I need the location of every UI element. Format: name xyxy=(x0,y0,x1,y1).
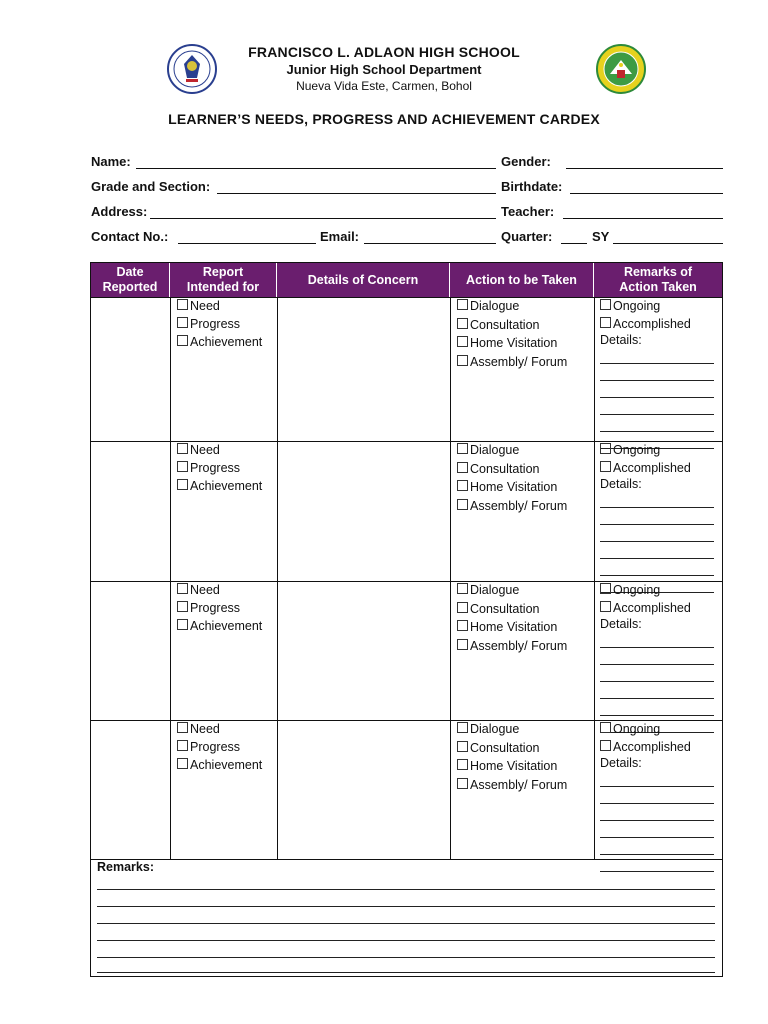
header-action-to-be-taken: Action to be Taken xyxy=(450,263,594,297)
report-progress-checkbox[interactable] xyxy=(177,459,240,477)
report-option-label: Progress xyxy=(190,740,241,754)
birthdate-field[interactable] xyxy=(570,193,723,194)
checkbox-icon xyxy=(177,443,188,454)
cardex-table xyxy=(90,262,723,977)
report-option-label: Achievement xyxy=(190,758,263,772)
remarks-accomplished-checkbox[interactable] xyxy=(600,459,691,477)
details-label: Details: xyxy=(600,617,642,631)
checkbox-icon xyxy=(457,336,468,347)
report-option-label: Progress xyxy=(190,317,241,331)
sy-label: SY xyxy=(592,229,610,244)
remarks-ongoing-checkbox[interactable] xyxy=(600,581,660,599)
checkbox-icon xyxy=(457,620,468,631)
details-line[interactable] xyxy=(600,507,714,508)
details-line[interactable] xyxy=(600,820,714,821)
grade-section-label: Grade and Section: xyxy=(91,179,211,194)
checkbox-icon xyxy=(177,758,188,769)
remarks-label: Remarks: xyxy=(97,860,154,874)
action-option-label: Dialogue xyxy=(470,583,520,597)
remarks-line[interactable] xyxy=(97,906,715,907)
remarks-option-label: Accomplished xyxy=(613,461,691,475)
details-label: Details: xyxy=(600,477,642,491)
teacher-field[interactable] xyxy=(563,218,723,219)
action-consultationcheckbox[interactable] xyxy=(457,460,540,478)
email-label: Email: xyxy=(320,229,360,244)
details-line[interactable] xyxy=(600,854,714,855)
checkbox-icon xyxy=(177,619,188,630)
row-divider xyxy=(91,859,722,860)
report-option-label: Achievement xyxy=(190,479,263,493)
report-achievement-checkbox[interactable] xyxy=(177,333,262,351)
details-line[interactable] xyxy=(600,786,714,787)
teacher-label: Teacher: xyxy=(501,204,555,219)
details-line[interactable] xyxy=(600,414,714,415)
action-assembly-forumcheckbox[interactable] xyxy=(457,497,567,515)
details-line[interactable] xyxy=(600,715,714,716)
remarks-option-label: Ongoing xyxy=(613,299,661,313)
action-consultationcheckbox[interactable] xyxy=(457,316,540,334)
checkbox-icon xyxy=(457,318,468,329)
checkbox-icon xyxy=(177,722,188,733)
checkbox-icon xyxy=(600,722,611,733)
contact-field[interactable] xyxy=(178,243,316,244)
remarks-option-label: Accomplished xyxy=(613,740,691,754)
details-line[interactable] xyxy=(600,837,714,838)
checkbox-icon xyxy=(457,602,468,613)
details-line[interactable] xyxy=(600,803,714,804)
contact-label: Contact No.: xyxy=(91,229,169,244)
details-line[interactable] xyxy=(600,664,714,665)
details-line[interactable] xyxy=(600,431,714,432)
quarter-field[interactable] xyxy=(561,243,587,244)
gender-field[interactable] xyxy=(566,168,723,169)
date-reported-cell[interactable] xyxy=(91,297,170,441)
details-label: Details: xyxy=(600,756,642,770)
report-need-checkbox[interactable] xyxy=(177,581,220,599)
action-option-label: Assembly/ Forum xyxy=(470,354,568,369)
column-divider xyxy=(450,297,451,859)
checkbox-icon xyxy=(177,583,188,594)
birthdate-label: Birthdate: xyxy=(501,179,563,194)
checkbox-icon xyxy=(457,443,468,454)
remarks-line[interactable] xyxy=(97,957,715,958)
remarks-line[interactable] xyxy=(97,923,715,924)
details-of-concern-cell[interactable] xyxy=(277,581,450,720)
remarks-line[interactable] xyxy=(97,972,715,973)
details-line[interactable] xyxy=(600,871,714,872)
action-option-label: Home Visitation xyxy=(470,336,558,350)
remarks-accomplished-checkbox[interactable] xyxy=(600,315,691,333)
report-achievement-checkbox[interactable] xyxy=(177,756,262,774)
details-line[interactable] xyxy=(600,558,714,559)
details-line[interactable] xyxy=(600,698,714,699)
action-home-visitationcheckbox[interactable] xyxy=(457,618,557,636)
action-option-label: Consultation xyxy=(470,740,540,755)
report-option-label: Progress xyxy=(190,461,241,475)
checkbox-icon xyxy=(600,583,611,594)
sy-field[interactable] xyxy=(613,243,723,244)
column-divider xyxy=(594,297,595,859)
remarks-option-label: Ongoing xyxy=(613,722,661,736)
action-consultationcheckbox[interactable] xyxy=(457,739,540,757)
action-option-label: Home Visitation xyxy=(470,620,558,634)
action-home-visitationcheckbox[interactable] xyxy=(457,757,557,775)
checkbox-icon xyxy=(457,741,468,752)
name-label: Name: xyxy=(91,154,131,169)
details-line[interactable] xyxy=(600,575,714,576)
quarter-label: Quarter: xyxy=(501,229,553,244)
checkbox-icon xyxy=(177,317,188,328)
details-of-concern-cell[interactable] xyxy=(277,441,450,581)
action-home-visitationcheckbox[interactable] xyxy=(457,334,557,352)
report-progress-checkbox[interactable] xyxy=(177,315,240,333)
column-divider xyxy=(170,297,171,859)
header-details-of-concern: Details of Concern xyxy=(277,263,450,297)
checkbox-icon xyxy=(457,355,468,366)
report-achievement-checkbox[interactable] xyxy=(177,617,262,635)
header-report-intended-for: Report Intended for xyxy=(170,263,277,297)
checkbox-icon xyxy=(457,722,468,733)
action-option-label: Consultation xyxy=(470,601,540,616)
report-progress-checkbox[interactable] xyxy=(177,599,240,617)
header-remarks-of-action-taken: Remarks of Action Taken xyxy=(594,263,722,297)
checkbox-icon xyxy=(600,443,611,454)
checkbox-icon xyxy=(600,317,611,328)
details-line[interactable] xyxy=(600,541,714,542)
details-line[interactable] xyxy=(600,647,714,648)
date-reported-cell[interactable] xyxy=(91,581,170,720)
action-option-label: Consultation xyxy=(470,317,540,332)
action-option-label: Home Visitation xyxy=(470,480,558,494)
report-need-checkbox[interactable] xyxy=(177,441,220,459)
action-dialoguecheckbox[interactable] xyxy=(457,581,519,599)
checkbox-icon xyxy=(600,601,611,612)
report-option-label: Need xyxy=(190,443,220,457)
details-line[interactable] xyxy=(600,397,714,398)
checkbox-icon xyxy=(177,479,188,490)
report-option-label: Achievement xyxy=(190,335,263,349)
department-name: Junior High School Department xyxy=(286,62,482,77)
date-reported-cell[interactable] xyxy=(91,720,170,859)
details-of-concern-cell[interactable] xyxy=(277,297,450,441)
details-line[interactable] xyxy=(600,363,714,364)
checkbox-icon xyxy=(457,499,468,510)
action-assembly-forumcheckbox[interactable] xyxy=(457,353,567,371)
report-need-checkbox[interactable] xyxy=(177,720,220,738)
checkbox-icon xyxy=(457,759,468,770)
action-option-label: Dialogue xyxy=(470,722,520,736)
report-option-label: Need xyxy=(190,583,220,597)
remarks-accomplished-checkbox[interactable] xyxy=(600,738,691,756)
report-option-label: Achievement xyxy=(190,619,263,633)
address-label: Address: xyxy=(91,204,148,219)
details-of-concern-cell[interactable] xyxy=(277,720,450,859)
report-progress-checkbox[interactable] xyxy=(177,738,240,756)
details-line[interactable] xyxy=(600,380,714,381)
action-dialoguecheckbox[interactable] xyxy=(457,297,519,315)
report-achievement-checkbox[interactable] xyxy=(177,477,262,495)
remarks-option-label: Ongoing xyxy=(613,443,661,457)
checkbox-icon xyxy=(457,299,468,310)
remarks-line[interactable] xyxy=(97,889,715,890)
remarks-option-label: Ongoing xyxy=(613,583,661,597)
report-option-label: Need xyxy=(190,299,220,313)
checkbox-icon xyxy=(457,583,468,594)
action-option-label: Home Visitation xyxy=(470,759,558,773)
action-option-label: Assembly/ Forum xyxy=(470,498,568,513)
details-line[interactable] xyxy=(600,524,714,525)
checkbox-icon xyxy=(177,461,188,472)
details-line[interactable] xyxy=(600,681,714,682)
action-assembly-forumcheckbox[interactable] xyxy=(457,637,567,655)
header-date-reported: Date Reported xyxy=(91,263,170,297)
checkbox-icon xyxy=(177,601,188,612)
action-dialoguecheckbox[interactable] xyxy=(457,441,519,459)
grade-section-field[interactable] xyxy=(217,193,496,194)
checkbox-icon xyxy=(177,335,188,346)
action-option-label: Consultation xyxy=(470,461,540,476)
checkbox-icon xyxy=(457,639,468,650)
checkbox-icon xyxy=(177,740,188,751)
action-home-visitationcheckbox[interactable] xyxy=(457,478,557,496)
address-field[interactable] xyxy=(150,218,496,219)
school-address: Nueva Vida Este, Carmen, Bohol xyxy=(296,79,472,93)
gender-label: Gender: xyxy=(501,154,551,169)
report-option-label: Need xyxy=(190,722,220,736)
action-option-label: Dialogue xyxy=(470,443,520,457)
checkbox-icon xyxy=(457,778,468,789)
remarks-option-label: Accomplished xyxy=(613,601,691,615)
action-assembly-forumcheckbox[interactable] xyxy=(457,776,567,794)
checkbox-icon xyxy=(600,740,611,751)
checkbox-icon xyxy=(457,462,468,473)
checkbox-icon xyxy=(600,299,611,310)
action-option-label: Assembly/ Forum xyxy=(470,638,568,653)
action-option-label: Dialogue xyxy=(470,299,520,313)
checkbox-icon xyxy=(177,299,188,310)
details-label: Details: xyxy=(600,333,642,347)
checkbox-icon xyxy=(457,480,468,491)
report-need-checkbox[interactable] xyxy=(177,297,220,315)
remarks-line[interactable] xyxy=(97,940,715,941)
action-consultationcheckbox[interactable] xyxy=(457,600,540,618)
name-field[interactable] xyxy=(136,168,496,169)
report-option-label: Progress xyxy=(190,601,241,615)
school-name: FRANCISCO L. ADLAON HIGH SCHOOL xyxy=(248,44,520,60)
email-field[interactable] xyxy=(364,243,496,244)
action-option-label: Assembly/ Forum xyxy=(470,777,568,792)
remarks-ongoing-checkbox[interactable] xyxy=(600,297,660,315)
checkbox-icon xyxy=(600,461,611,472)
remarks-ongoing-checkbox[interactable] xyxy=(600,720,660,738)
remarks-option-label: Accomplished xyxy=(613,317,691,331)
remarks-ongoing-checkbox[interactable] xyxy=(600,441,660,459)
date-reported-cell[interactable] xyxy=(91,441,170,581)
remarks-accomplished-checkbox[interactable] xyxy=(600,599,691,617)
document-title: LEARNER’S NEEDS, PROGRESS AND ACHIEVEMENT CARDEX xyxy=(168,111,600,127)
action-dialoguecheckbox[interactable] xyxy=(457,720,519,738)
